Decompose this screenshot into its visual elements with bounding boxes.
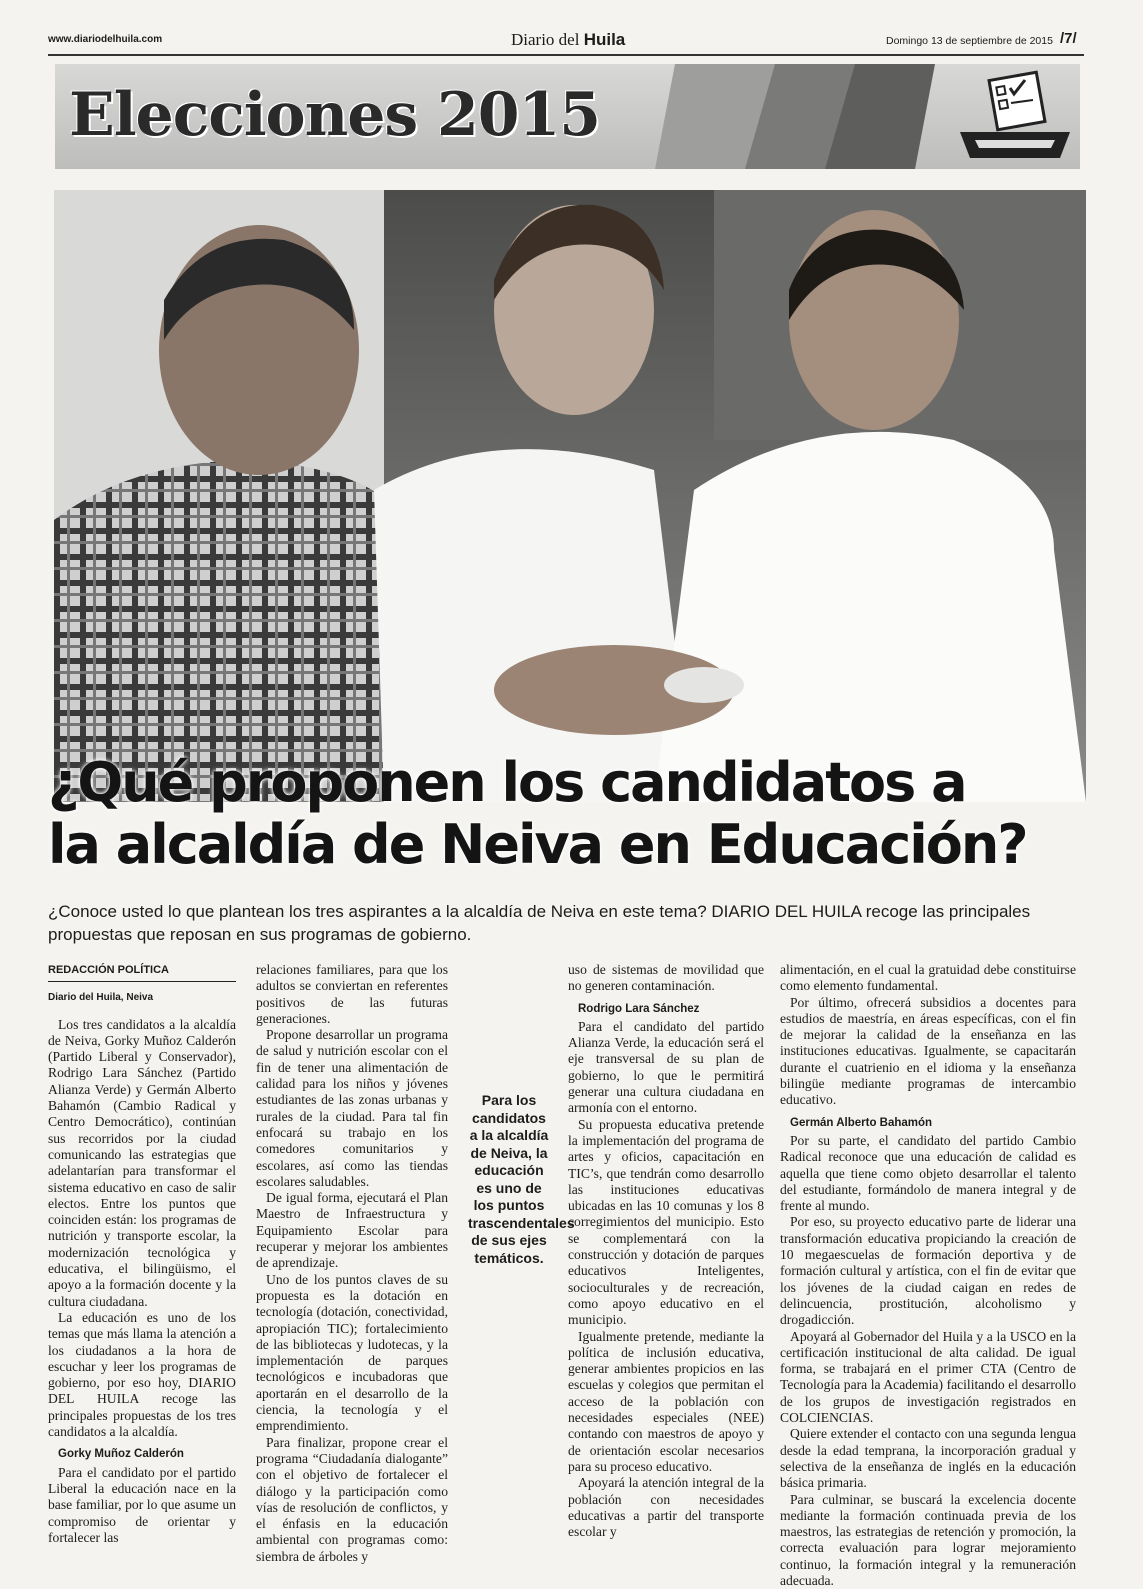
section-banner xyxy=(55,64,1080,169)
paragraph: Para culminar, se buscará la excelencia docente mediante la formación continuada previa de los maestros, las estrategias de retención y promoción, la correcta evaluación para lograr mejoramiento continuo, la formación integral y la remuneración adecuada. xyxy=(780,1492,1076,1589)
paragraph: uso de sistemas de movilidad que no generen contaminación. xyxy=(568,962,764,995)
paragraph: Para el candidato del partido Alianza Verde, la educación será el eje transversal de su plan de gobierno, lo que le permitirá generar una cultura ciudadana en armonía con el entorno. xyxy=(568,1019,764,1117)
subhead-rodrigo: Rodrigo Lara Sánchez xyxy=(578,1001,764,1017)
masthead xyxy=(511,30,625,50)
paragraph: De igual forma, ejecutará el Plan Maestro de Infraestructura y Equipamiento Escolar para recuperar y mejorar los ambientes de aprendizaje. xyxy=(256,1190,448,1271)
headline-line-1: ¿Qué proponen los candidatos a xyxy=(48,752,1108,814)
page-number: /7/ xyxy=(1060,30,1077,47)
paragraph: Uno de los puntos claves de su propuesta es la dotación en tecnología (dotación, conectividad, apropiación TIC); fortalecimiento de las bibliotecas y ludotecas, y la implementación de parques tecnológicos e incubadoras que aportarán en el desarrollo de la ciencia, la tecnología y el emprendimiento. xyxy=(256,1272,448,1435)
byline: REDACCIÓN POLÍTICA xyxy=(48,962,236,982)
subhead-german: Germán Alberto Bahamón xyxy=(790,1115,1076,1131)
header-rule xyxy=(48,54,1084,56)
article-column-2 xyxy=(256,962,448,1565)
paragraph: Los tres candidatos a la alcaldía de Neiva, Gorky Muñoz Calderón (Partido Liberal y Conservador), Rodrigo Lara Sánchez (Partido Alianza Verde) y Germán Alberto Bahamón (Cambio Radical y Centro Democrático), continúan sus recorridos por la ciudad comunicando las estrategias que adelantarían para transformar el sistema educativo en caso de salir electos. Entre los puntos que coinciden están: los programas de nutrición y transporte escolar, la modernización tecnológica y educativa, el bilingüismo, el apoyo a la formación docente y la cultura ciudadana. xyxy=(48,1017,236,1310)
paragraph: Por último, ofrecerá subsidios a docentes para estudios de maestría, en áreas específicas, con el fin de mejorar la calidad de la enseñanza en las instituciones educativas. Igualmente, se capacitarán durante el cuatrienio en el idioma y la enseñanza bilingüe mediante programas de intercambio educativo. xyxy=(780,995,1076,1109)
paragraph: relaciones familiares, para que los adultos se conviertan en referentes positivos de las futuras generaciones. xyxy=(256,962,448,1027)
article-column-4 xyxy=(780,962,1076,1589)
byline-location: Diario del Huila, Neiva xyxy=(48,990,236,1006)
paragraph: Igualmente pretende, mediante la política de inclusión educativa, generar ambientes propicios en las escuelas y colegios que permitan el acceso de la población con necesidades especiales (NEE) contando con maestros de apoyo y de orientación escolar necesarios para su proceso educativo. xyxy=(568,1329,764,1476)
headline-line-2: la alcaldía de Neiva en Educación? xyxy=(48,814,1108,876)
paragraph: Quiere extender el contacto con una segunda lengua desde la edad temprana, la incorporación gradual y selectiva de la enseñanza de inglés en la educación básica primaria. xyxy=(780,1426,1076,1491)
subhead-gorky: Gorky Muñoz Calderón xyxy=(58,1446,236,1462)
publication-date: Domingo 13 de septiembre de 2015 xyxy=(886,35,1053,47)
paragraph: alimentación, en el cual la gratuidad debe constituirse como elemento fundamental. xyxy=(780,962,1076,995)
article-column-3 xyxy=(568,962,764,1540)
paragraph: Para el candidato por el partido Liberal la educación nace en la base familiar, por lo que asume un compromiso de orientar y fortalecer las xyxy=(48,1465,236,1546)
masthead-bold: Huila xyxy=(584,30,626,49)
section-title: Elecciones 2015 xyxy=(69,80,600,150)
photo-illustration xyxy=(54,190,1086,802)
masthead-prefix: Diario del xyxy=(511,30,584,49)
flag-stripe-graphic xyxy=(655,64,935,169)
paragraph: Propone desarrollar un programa de salud y nutrición escolar con el fin de tener una alimentación de calidad para los niños y jóvenes estudiantes de las zonas urbanas y rurales de la ciudad. Para tal fin enfocará su trabajo en los comedores comunitarios y escolares, así como las tiendas escolares saludables. xyxy=(256,1027,448,1190)
site-url: www.diariodelhuila.com xyxy=(48,34,162,45)
paragraph: Apoyará la atención integral de la población con necesidades educativas a partir del transporte escolar y xyxy=(568,1475,764,1540)
paragraph: Para finalizar, propone crear el programa “Ciudadanía dialogante” con el objetivo de fortalecer el diálogo y la participación como vías de resolución de conflictos, y el énfasis en la educación ambiental con programas como: siembra de árboles y xyxy=(256,1435,448,1565)
pull-quote: Para los candidatos a la alcaldía de Neiva, la educación es uno de los puntos trascendentales de sus ejes temáticos. xyxy=(468,1092,550,1267)
photo-three-candidates-handshake xyxy=(54,190,1086,802)
paragraph: Su propuesta educativa pretende la implementación del programa de artes y oficios, capacitación en TIC’s, que tendrán como desarrollo las instituciones educativas ubicadas en las 10 comunas y los 8 corregimientos del municipio. Esto se complementará con la construcción y dotación de parques educativos Inteligentes, socioculturales y de recreación, como apoyo educativo en el municipio. xyxy=(568,1117,764,1329)
paragraph: Por su parte, el candidato del partido Cambio Radical reconoce que una educación de calidad es aquella que tiene como objeto desarrollar el talento del estudiante, formándolo de manera integral y de frente al mundo. xyxy=(780,1133,1076,1214)
page-header xyxy=(48,30,1088,52)
article-lead: ¿Conoce usted lo que plantean los tres aspirantes a la alcaldía de Neiva en este tema? DIARIO DEL HUILA recoge las principales propuestas que reposan en sus programas de gobierno. xyxy=(48,900,1058,946)
paragraph: Por eso, su proyecto educativo parte de liderar una transformación educativa propiciando la creación de 10 megaescuelas de formación deportiva y de formación cultural y artística, con el fin de evitar que los jóvenes de la ciudad caigan en redes de delincuencia, prostitución, alcoholismo y drogadicción. xyxy=(780,1214,1076,1328)
paragraph: La educación es uno de los temas que más llama la atención a los ciudadanos a la hora de escuchar y leer los programas de gobierno, por eso hoy, DIARIO DEL HUILA recoge las principales propuestas de los tres candidatos a la alcaldía. xyxy=(48,1310,236,1440)
article-headline xyxy=(48,752,1108,876)
ballot-box-icon xyxy=(955,70,1075,165)
paragraph: Apoyará al Gobernador del Huila y a la USCO en la certificación institucional de alta calidad. De igual forma, se trabajará en el primer CTA (Centro de Tecnología para la Academia) facilitando el desarrollo de los grupos de investigación registrados en COLCIENCIAS. xyxy=(780,1329,1076,1427)
article-column-1 xyxy=(48,962,236,1546)
